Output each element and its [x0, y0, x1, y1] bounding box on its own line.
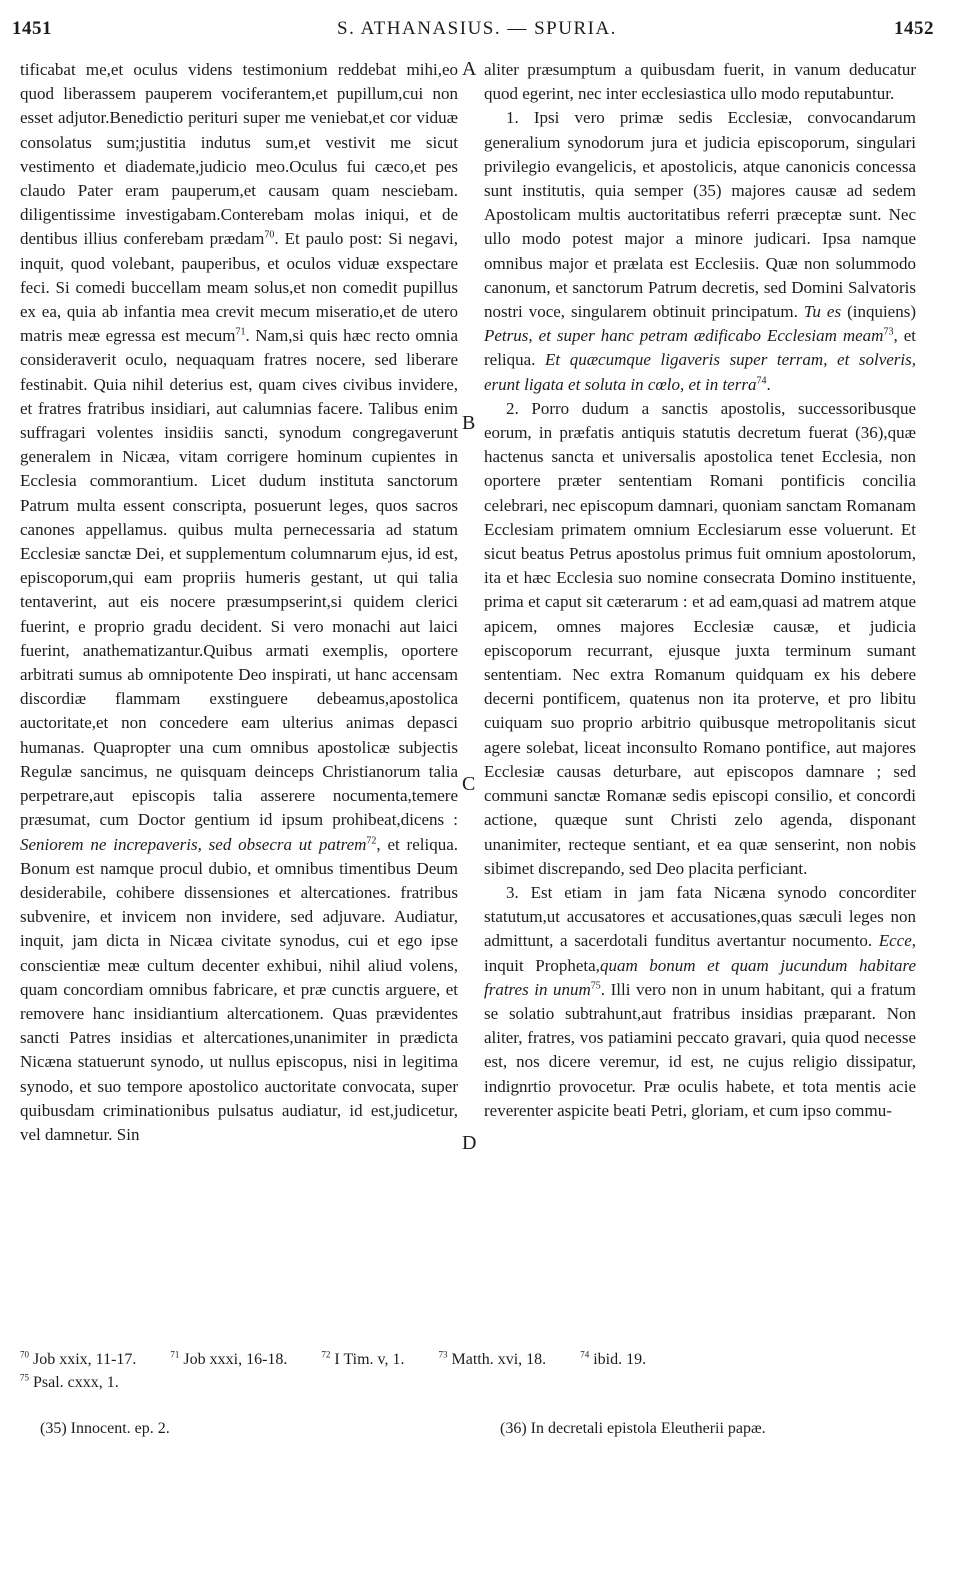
footnote-number: 75	[20, 1372, 29, 1383]
footnote-ref: 74	[756, 374, 767, 386]
left-column-text	[20, 58, 458, 1147]
text-segment: .	[766, 374, 771, 394]
text-segment: . Illi vero non in unum habitant, qui a fratum se solatio subtrahunt,aut fratribus insidias præparant. Non aliter, fratres, vos patiamini peccato gravari, quia quod necesse est, nos dicere veremur, id est, ne cujus religio dissipatur, indignrtio provocetur. Præ oculis habete, et tota mentis acie reverenter aspicite beati Petri, gloriam, et cum ipso commu-	[484, 979, 916, 1120]
footnote-number: 73	[438, 1349, 448, 1360]
text-segment: 2. Porro dudum a sanctis apostolis, successoribusque eorum, in præfatis antiquis statutis decretum fuerat (36),quæ hactenus sancta et universalis apostolica tenet Ecclesia, non oportere præter sententiam Romani pontificis concilia celebrari, nec episcopum damnari, quoniam sanctam Romanam Ecclesiam primatem omnium Ecclesiarum esse voluerunt. Et sicut beatus Petrus apostolus primus fuit omnium apostolorum, ita et hæc Ecclesia suo nomine consecrata Domino instituente, prima et caput sit cæterarum : et ad eam,quasi ad matrem atque apicem, omnes majores Ecclesiæ causæ, et judicia episcoporum recurrant, ejusque juxta terminum sumant sententiam. Nec extra Romanum quidquam ex his debere decerni pontificem, quatenus non ita proterve, et pro libitu cuiquam suo proprio arbitrio quibusque metropolitanis sicut agere solebat, liceat inconsulto Romano pontifice, aut majores Ecclesiæ causas deturbare, aut episcopos damnare ; sed communi sanctæ Romanæ sedis episcopi consilio, et concordi actione, quæque sunt Christi zelo agenda, disponant unanimiter, recteque sentiant, et ea quæ senserint, non nobis sibimet discrepando, sed Deo placita perficiant.	[484, 398, 916, 878]
footnote	[580, 1351, 646, 1368]
quotation: Ecce	[878, 931, 912, 951]
footnote-ref: 71	[235, 326, 246, 338]
footnote-number: 71	[170, 1349, 180, 1360]
footnote-text: Job xxix, 11-17.	[33, 1351, 137, 1368]
margin-marker-b: B	[462, 412, 476, 434]
footnote	[321, 1351, 404, 1368]
text-segment: , inquit Propheta,	[484, 931, 916, 975]
footnote-number: 74	[580, 1349, 590, 1360]
right-column	[484, 58, 916, 1123]
footnote-text: Psal. cxxx, 1.	[33, 1374, 119, 1391]
text-segment: 3. Est etiam in jam fata Nicæna synodo concorditer statutum,ut accusatores et accusationes,quas sæculi leges non admittunt, a sacerdotali funditus avertantur nocumento.	[484, 882, 916, 951]
footnote-ref: 72	[366, 834, 377, 846]
page-number-right: 1452	[894, 18, 934, 39]
margin-marker-a: A	[462, 58, 477, 80]
footnote-text: Matth. xvi, 18.	[451, 1351, 547, 1368]
paragraph-continuation	[484, 58, 916, 106]
editor-note-35: (35) Innocent. ep. 2.	[40, 1420, 170, 1437]
footnotes	[20, 1348, 920, 1394]
footnote-number: 72	[321, 1349, 331, 1360]
paragraph-2	[484, 397, 916, 881]
margin-marker-d: D	[462, 1132, 477, 1154]
footnote-ref: 73	[883, 326, 894, 338]
paragraph-1	[484, 106, 916, 396]
footnote	[439, 1351, 547, 1368]
text-segment: (inquiens)	[841, 302, 917, 322]
quotation: Et quæcumque ligaveris super terram, et solveris, erunt ligata et soluta in cœlo, et in terra	[484, 350, 916, 394]
footnote	[20, 1374, 119, 1391]
text-segment: . Nam,si quis hæc recto omnia consideraverit oculo, nequaquam fratres nocere, sed liberare festinabit. Quia nihil deterius est, quam cives civibus invidere, et fratres fratribus insidiari, aut calumnias facere. Talibus enim suffragari volentes insidiis sancti, synodum congregaverunt generalem in Nicæa, vitam corrigere hominum cupientes in Ecclesia commorantium. Licet dudum instituta sanctorum Patrum multa essent conscripta, posuerunt leges, quos sacros canones appellamus. quibus multa pernecessaria ad statum Ecclesiæ sanctæ Dei, et supplementum columnarum ejus, id est, episcoporum,qui eam propriis humeris gestant, ut qui talia tentaverint, aut eis nocere præsumpserint,si quidem clerici fuerint, e proprio gradu decident. Si vero monachi aut laici fuerint, anathematizantur.Quibus armati exemplis, oportere arbitrati sumus ab omnipotente Deo inspirati, ut hanc accensam discordiæ flammam exstinguere debeamus,apostolica auctoritate,et non concedere eam ulterius animas depasci humanas. Quapropter una cum omnibus apostolicæ subjectis Regulæ sancimus, ne quisquam deinceps Christianorum talia perpetrare,aut episcopis talia asserere nocumenta,temere præsumat, cum Doctor gentium id ipsum prohibeat,dicens :	[20, 326, 458, 830]
footnote-ref: 70	[264, 229, 275, 241]
running-title: S. ATHANASIUS. — SPURIA.	[337, 18, 617, 39]
footnote-text: ibid. 19.	[593, 1351, 647, 1368]
text-segment: aliter præsumptum a quibusdam fuerit, in vanum deducatur quod egerint, nec inter ecclesiastica ullo modo reputabuntur.	[484, 60, 916, 104]
margin-marker-c: C	[462, 773, 476, 795]
left-column	[20, 58, 458, 1147]
text-segment: 1. Ipsi vero primæ sedis Ecclesiæ, convocandarum generalium synodorum jura et judicia episcoporum, singulari privilegio evangelicis, et apostolicis, atque canonicis concessa sunt institutis, quia semper (35) majores causæ ad sedem Apostolicam multis auctoritatibus referri præceptæ sunt. Nec ullo modo potest major a minore judicari. Ipsa namque omnibus major et prælata est Ecclesiis. Quæ non solummodo canonum, et sanctorum Patrum decretis, sed Domini Salvatoris nostri voce, singularem obtinuit principatum.	[484, 108, 916, 322]
footnote-text: Job xxxi, 16-18.	[183, 1351, 288, 1368]
page-number-left: 1451	[12, 18, 52, 39]
quotation: quam bonum et quam jucundum habitare fratres in unum	[484, 955, 916, 999]
quotation: Seniorem ne increpaveris, sed obsecra ut patrem	[20, 834, 367, 854]
footnote	[170, 1351, 287, 1368]
text-segment: . Et paulo post: Si negavi, inquit, quod volebant, pauperibus, et oculos viduæ exspectare feci. Si comedi buccellam meam solus,et non comedit pupillus ex ea, quia ab infantia mea crevit mecum miseratio,et de utero matris meæ egressa est mecum	[20, 229, 458, 346]
running-header	[0, 18, 954, 44]
quotation: Tu es	[803, 302, 842, 322]
text-segment: , et reliqua. Bonum est namque procul dubio, et omnibus timentibus Deum desiderabile, cohibere dissensiones et altercationes. fratribus subvenire, et invicem non invidere, sed adjuvare. Audiatur, inquit, jam dicta in Nicæa civitate synodus, cui et ego ipse conscientiæ meæ cultum decenter exhibui, nihil aliud volens, quam concordiam omnibus fabricare, et præ cunctis arguere, et removere hanc insidiantium altercationem. Quas prævidentes sancti Patres insidias et altercationes,unanimiter in prædicta Nicæna statuerunt synodo, ut nullus episcopus, nisi in legitima synodo, et suo tempore apostolico auctoritate convocata, super quibusdam criminationibus pulsatus audiatur, id est,judicetur, vel damnetur. Sin	[20, 834, 459, 1144]
text-segment: , et reliqua.	[484, 326, 916, 370]
footnote-number: 70	[20, 1349, 29, 1360]
footnote-ref: 75	[590, 980, 601, 992]
quotation: Petrus, et super hanc petram ædificabo Ecclesiam meam	[484, 326, 884, 346]
footnote-row	[20, 1371, 920, 1394]
footnote	[20, 1351, 136, 1368]
footnote-row	[20, 1348, 920, 1371]
footnote-text: I Tim. v, 1.	[334, 1351, 405, 1368]
paragraph-3	[484, 881, 916, 1123]
editor-note-36: (36) In decretali epistola Eleutherii papæ.	[500, 1420, 766, 1437]
text-segment: tificabat me,et oculus videns testimonium reddebat mihi,eo quod liberassem pauperem vociferantem,et pupillum,cui non esset adjutor.Benedictio perituri super me veniebat,et cor viduæ consolatus sum;justitia indutus sum,et vestivit me sicut vestimento et diademate,judicio meo.Oculus fui cæco,et pes claudo Pater eram pauperum,et causam quam nesciebam. diligentissime investigabam.Conterebam molas iniqui, et de dentibus illius conferebam prædam	[20, 60, 458, 249]
